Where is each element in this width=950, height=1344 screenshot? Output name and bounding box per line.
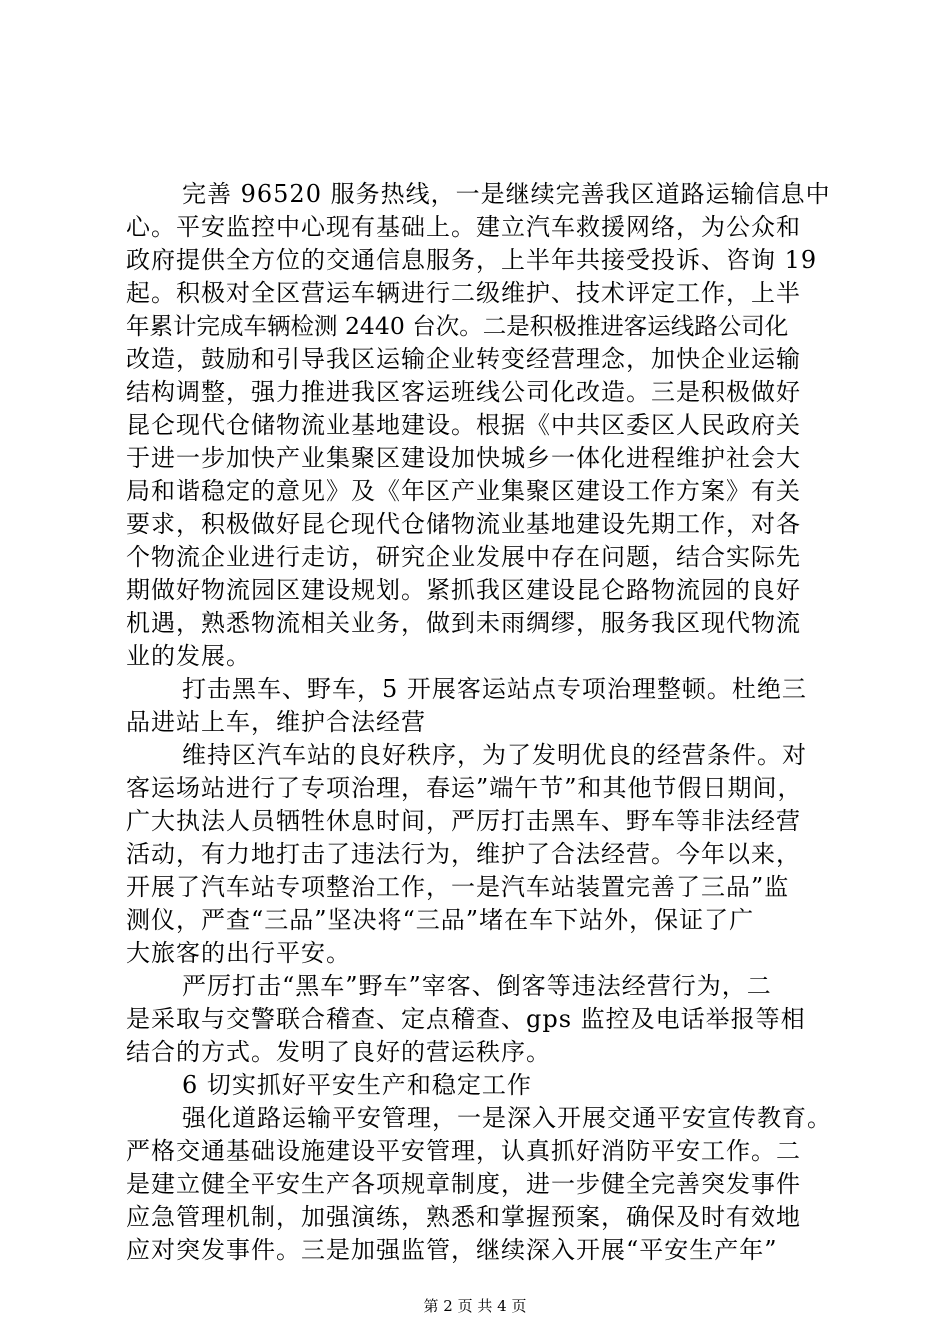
text-line: 起。积极对全区营运车辆进行二级维护、技术评定工作，上半 — [126, 279, 801, 307]
text-line: 于进一步加快产业集聚区建设加快城乡一体化进程维护社会大 — [126, 444, 801, 472]
page-footer: 第 2 页 共 4 页 — [423, 1297, 527, 1315]
text-line: 是采取与交警联合稽查、定点稽查、gps 监控及电话举报等相 — [126, 1005, 806, 1033]
text-line: 心。平安监控中心现有基础上。建立汽车救援网络，为公众和 — [126, 213, 801, 241]
text-line: 维持区汽车站的良好秩序，为了发明优良的经营条件。对 — [182, 741, 807, 769]
body-text — [126, 178, 832, 1267]
text-line: 昆仑现代仓储物流业基地建设。根据《中共区委区人民政府关 — [126, 411, 801, 439]
text-line: 大旅客的出行平安。 — [126, 939, 351, 967]
text-line: 机遇，熟悉物流相关业务，做到未雨绸缪，服务我区现代物流 — [126, 609, 801, 637]
text-line: 打击黑车、野车，5 开展客运站点专项治理整顿。杜绝三 — [182, 675, 807, 703]
section-heading: 6 切实抓好平安生产和稳定工作 — [182, 1071, 532, 1099]
text-line: 是建立健全平安生产各项规章制度，进一步健全完善突发事件 — [126, 1170, 801, 1198]
text-line: 开展了汽车站专项整治工作，一是汽车站装置完善了三品”监 — [126, 873, 790, 901]
text-line: 活动，有力地打击了违法行为，维护了合法经营。今年以来， — [126, 840, 801, 868]
text-line: 严厉打击“黑车”野车”宰客、倒客等违法经营行为，二 — [182, 972, 772, 1000]
text-line: 个物流企业进行走访，研究企业发展中存在问题，结合实际先 — [126, 543, 801, 571]
text-line: 广大执法人员牺牲休息时间，严厉打击黑车、野车等非法经营 — [126, 807, 801, 835]
text-line: 强化道路运输平安管理，一是深入开展交通平安宣传教育。 — [182, 1104, 832, 1132]
text-line: 年累计完成车辆检测 2440 台次。二是积极推进客运线路公司化 — [126, 312, 789, 340]
text-line: 期做好物流园区建设规划。紧抓我区建设昆仑路物流园的良好 — [126, 576, 801, 604]
text-line: 品进站上车，维护合法经营 — [126, 708, 426, 736]
text-line: 改造，鼓励和引导我区运输企业转变经营理念，加快企业运输 — [126, 345, 801, 373]
text-line: 严格交通基础设施建设平安管理，认真抓好消防平安工作。二 — [126, 1137, 801, 1165]
text-line: 要求，积极做好昆仑现代仓储物流业基地建设先期工作，对各 — [126, 510, 801, 538]
text-line: 业的发展。 — [126, 642, 251, 670]
text-line: 局和谐稳定的意见》及《年区产业集聚区建设工作方案》有关 — [126, 477, 801, 505]
text-line: 完善 96520 服务热线，一是继续完善我区道路运输信息中 — [182, 180, 831, 208]
text-line: 结构调整，强力推进我区客运班线公司化改造。三是积极做好 — [126, 378, 801, 406]
text-line: 测仪，严查“三品”坚决将“三品”堵在车下站外，保证了广 — [126, 906, 755, 934]
text-line: 结合的方式。发明了良好的营运秩序。 — [126, 1038, 551, 1066]
text-line: 政府提供全方位的交通信息服务，上半年共接受投诉、咨询 19 — [126, 246, 818, 274]
text-line: 应对突发事件。三是加强监管，继续深入开展“平安生产年” — [126, 1236, 778, 1264]
text-line: 客运场站进行了专项治理，春运”端午节”和其他节假日期间， — [126, 774, 803, 802]
text-line: 应急管理机制，加强演练，熟悉和掌握预案，确保及时有效地 — [126, 1203, 801, 1231]
